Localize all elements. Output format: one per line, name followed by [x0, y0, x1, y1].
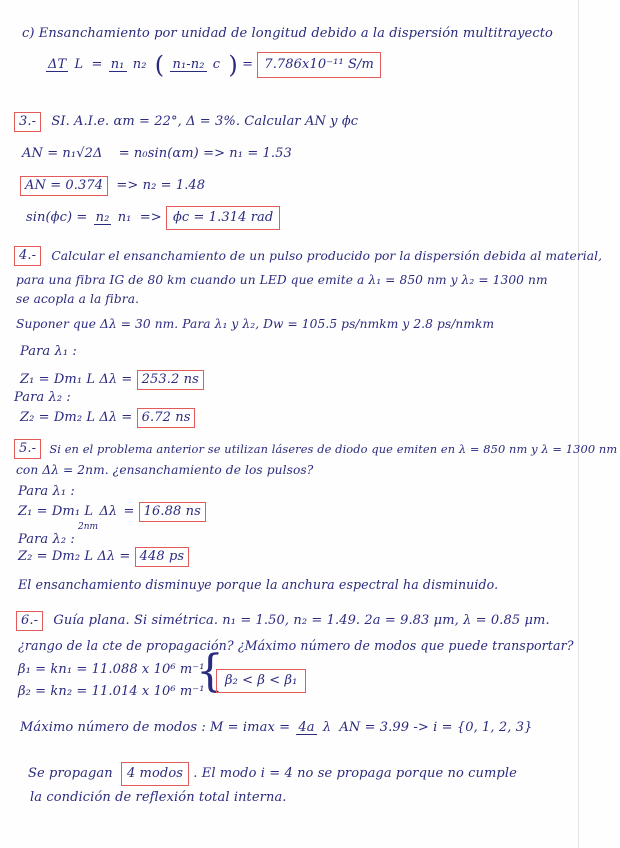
p5-tau1-formula: Z₁ = Dm₁ L — [18, 504, 94, 519]
equals-sign: = — [91, 57, 103, 72]
p4-tau2-line — [20, 408, 195, 428]
p5-tau2-result: 448 ps — [135, 547, 190, 567]
p6-range-line — [216, 669, 306, 693]
close-paren-glyph: ) — [228, 51, 238, 79]
p5-tau1-underbrace: 2nm — [78, 522, 99, 532]
p5-tau2-line — [18, 547, 189, 567]
problem-3-text: SI. A.I.e. αm = 22°, Δ = 3%. Calcular AN y ϕc — [51, 114, 359, 129]
p6-prop-box: 4 modos — [121, 762, 189, 786]
frac-num: ΔT — [48, 56, 67, 72]
section-c-title: c) Ensanchamiento por unidad de longitud debido a la dispersión multitrayecto — [22, 26, 553, 41]
p6-max-pre: Máximo número de modos : M = imax = — [20, 720, 291, 735]
p4-tau1-formula: Z₁ = Dm₁ L Δλ = — [20, 372, 133, 387]
frac-den: c — [212, 57, 221, 72]
p6-max-post: AN = 3.99 -> i = {0, 1, 2, 3} — [339, 720, 533, 735]
frac-num: 4a — [298, 719, 315, 735]
frac-num: n₂ — [95, 209, 110, 225]
p5-para1: Para λ₁ : — [18, 484, 75, 499]
fraction-n1n2-c — [170, 57, 222, 73]
frac-num: n₁ — [110, 56, 125, 72]
p6-prop-line2: la condición de reflexión total interna. — [30, 790, 287, 805]
p3-an-formula: AN = n₁√2Δ — [22, 146, 103, 161]
p3-phic-line — [26, 206, 280, 230]
p4-tau1-line — [20, 370, 204, 390]
curly-brace-glyph: { — [196, 646, 225, 697]
p4-tau2-formula: Z₂ = Dm₂ L Δλ = — [20, 410, 133, 425]
p5-tau1-result: 16.88 ns — [139, 502, 206, 522]
problem-4-line2: para una fibra IG de 80 km cuando un LED que emite a λ₁ = 850 nm y λ₂ = 1300 nm — [16, 273, 548, 287]
problem-6-label: 6.- — [16, 611, 43, 631]
section-c-formula — [44, 52, 381, 78]
problem-5-line1 — [14, 439, 617, 459]
problem-5-label: 5.- — [14, 439, 41, 459]
problem-3-label: 3.- — [14, 112, 41, 132]
p3-an-line — [22, 146, 292, 163]
frac-den: λ — [322, 720, 332, 735]
fraction-dt-l — [46, 57, 85, 73]
fraction-n1-n2 — [109, 57, 149, 73]
frac-den: L — [74, 57, 84, 72]
equals-sign: = — [242, 57, 254, 72]
p4-para1: Para λ₁ : — [20, 344, 77, 359]
problem-4-line3: se acopla a la fibra. — [16, 292, 140, 306]
p6-propagate-line — [28, 762, 517, 786]
open-paren-glyph: ( — [154, 51, 165, 79]
p3-n2: => n₂ = 1.48 — [116, 178, 206, 193]
p5-tau1-dlambda: Δλ — [99, 504, 118, 519]
p4-tau2-result: 6.72 ns — [137, 408, 196, 428]
p3-an-result-line — [20, 176, 205, 196]
problem-4-line4: Suponer que Δλ = 30 nm. Para λ₁ y λ₂, Dw = 105.5 ps/nmkm y 2.8 ps/nmkm — [16, 317, 495, 331]
p6-range-box: β₂ < β < β₁ — [216, 669, 306, 693]
p3-phic-arrow: => — [139, 210, 162, 225]
frac-num: n₁-n₂ — [172, 56, 205, 72]
problem-6-line2: ¿rango de la cte de propagación? ¿Máximo número de modos que puede transportar? — [18, 638, 574, 653]
p5-para2: Para λ₂ : — [18, 532, 75, 547]
p5-tau2-formula: Z₂ = Dm₂ L Δλ = — [18, 549, 131, 564]
problem-6-line1 — [16, 611, 550, 631]
problem-4-label: 4.- — [14, 246, 41, 266]
p3-an-result: AN = 0.374 — [20, 176, 108, 196]
problem-4-text1: Calcular el ensanchamiento de un pulso producido por la dispersión debida al material, — [51, 249, 603, 263]
p6-beta2: β₂ = kn₂ = 11.014 x 10⁶ m⁻¹ — [18, 684, 205, 699]
p5-tau1-line — [18, 502, 206, 522]
problem-3-statement — [14, 112, 358, 132]
p5-tau1-eq: = — [123, 504, 135, 519]
frac-den: n₂ — [132, 57, 147, 72]
problem-6-text1: Guía plana. Si simétrica. n₁ = 1.50, n₂ = 1.49. 2a = 9.83 μm, λ = 0.85 μm. — [53, 613, 550, 628]
p6-max-fraction — [296, 720, 333, 736]
p3-phic-result: ϕc = 1.314 rad — [166, 206, 280, 230]
p3-an-mid: = n₀sin(αm) => n₁ = 1.53 — [118, 146, 292, 161]
problem-5-text1: Si en el problema anterior se utilizan láseres de diodo que emiten en λ = 850 nm y λ = 1300 nm — [49, 442, 618, 456]
p6-prop-pre: Se propagan — [28, 766, 113, 781]
p5-conclusion: El ensanchamiento disminuye porque la anchura espectral ha disminuido. — [18, 577, 499, 592]
margin-line — [578, 0, 579, 848]
frac-den: n₁ — [117, 210, 132, 225]
result-box-c: 7.786x10⁻¹¹ S/m — [257, 52, 381, 78]
p3-phic-pre: sin(ϕc) = — [26, 210, 88, 225]
problem-4-line1 — [14, 246, 602, 266]
p3-phic-fraction — [94, 210, 134, 226]
p6-beta1: β₁ = kn₁ = 11.088 x 10⁶ m⁻¹ — [18, 662, 205, 677]
p4-tau1-result: 253.2 ns — [137, 370, 204, 390]
p6-max-modes-line — [20, 720, 532, 737]
p4-para2: Para λ₂ : — [14, 390, 71, 405]
problem-5-line2: con Δλ = 2nm. ¿ensanchamiento de los pulsos? — [16, 463, 314, 477]
p6-prop-post: . El modo i = 4 no se propaga porque no cumple — [193, 766, 517, 781]
